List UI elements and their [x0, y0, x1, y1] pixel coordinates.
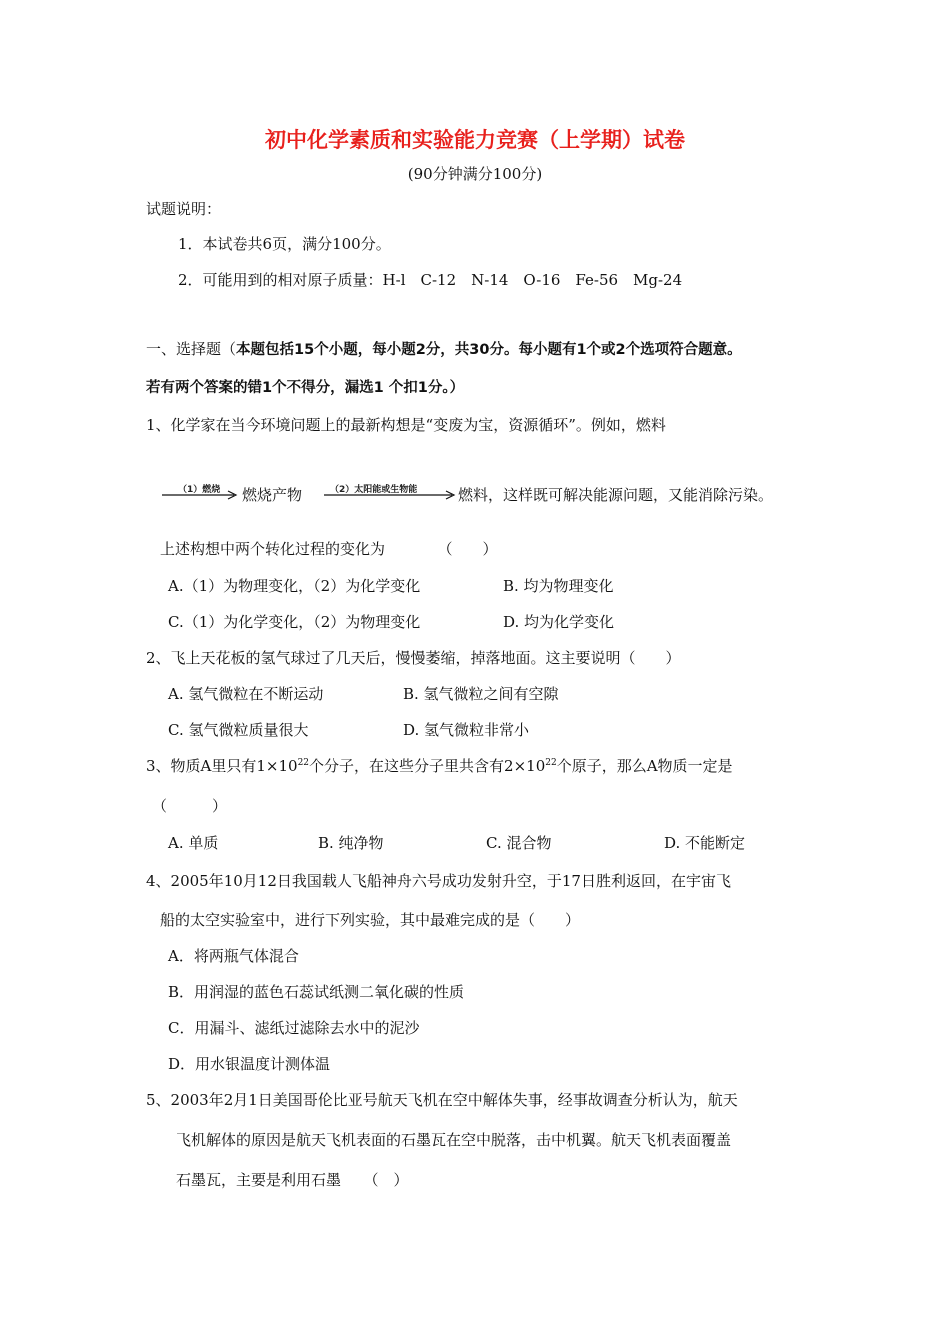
q3-option-a: A. 单质	[168, 834, 219, 852]
q1-arrow-2-label: （2）太阳能或生物能	[330, 485, 418, 495]
q1-arrow-1-label: （1）燃烧	[178, 485, 221, 495]
q4-option-b: B．用润湿的蓝色石蕊试纸测二氧化碳的性质	[168, 983, 465, 1001]
section-1-header	[146, 338, 742, 359]
q4-option-c: C．用漏斗、滤纸过滤除去水中的泥沙	[168, 1019, 420, 1037]
q2-option-a: A. 氢气微粒在不断运动	[168, 685, 324, 703]
q2-option-b: B. 氢气微粒之间有空隙	[403, 685, 559, 703]
q3-bracket: （ ）	[152, 797, 228, 815]
right-arrow-icon	[322, 478, 458, 508]
q5-stem-line2: 飞机解体的原因是航天飞机表面的石墨瓦在空中脱落，击中机翼。航天飞机表面覆盖	[176, 1131, 732, 1149]
q4-option-d: D．用水银温度计测体温	[168, 1055, 331, 1073]
page-title: 初中化学素质和实验能力竞赛（上学期）试卷	[265, 128, 685, 152]
q1-option-d: D. 均为化学变化	[503, 613, 615, 631]
q1-option-b: B. 均为物理变化	[503, 577, 614, 595]
q3-option-d: D. 不能断定	[664, 834, 746, 852]
q1-tail-text: 燃料，这样既可解决能源问题，又能消除污染。	[458, 486, 774, 504]
q1-option-a: A.（1）为物理变化，（2）为化学变化	[168, 577, 421, 595]
q3-exponent-2: 22	[545, 758, 557, 768]
section-1-prefix: 一、选择题（	[146, 340, 237, 358]
q1-stem: 1、化学家在当今环境问题上的最新构想是“变废为宝，资源循环”。例如，燃料	[146, 416, 666, 434]
q2-option-c: C. 氢气微粒质量很大	[168, 721, 309, 739]
q3-stem-c: 个原子，那么A物质一定是	[556, 757, 733, 775]
q1-arrow-2	[322, 478, 458, 508]
q3-option-b: B. 纯净物	[318, 834, 384, 852]
q4-option-a: A．将两瓶气体混合	[168, 947, 299, 965]
section-1-rule-line1: 本题包括15个小题，每小题2分，共30分。每小题有1个或2个选项符合题意。	[236, 342, 742, 358]
q3-stem	[146, 755, 733, 776]
q5-stem-line3: 石墨瓦，主要是利用石墨 （ ）	[176, 1171, 409, 1189]
q5-stem-line1: 5、2003年2月1日美国哥伦比亚号航天飞机在空中解体失事，经事故调查分析认为，航天	[146, 1091, 738, 1109]
q2-stem: 2、飞上天花板的氢气球过了几天后，慢慢萎缩，掉落地面。这主要说明（ ）	[146, 649, 681, 667]
note-item-2: 2．可能用到的相对原子质量：H-l C-12 N-14 O-16 Fe-56 Mg-24	[178, 271, 683, 289]
page-subtitle: (90分钟满分100分)	[407, 165, 543, 183]
q1-reaction-line	[160, 478, 840, 508]
note-item-1: 1．本试卷共6页，满分100分。	[178, 235, 391, 253]
q3-option-c: C. 混合物	[486, 834, 552, 852]
q1-stem-2: 上述构想中两个转化过程的变化为 （ ）	[160, 540, 498, 558]
q1-mid-text: 燃烧产物	[242, 486, 303, 504]
q3-stem-b: 个分子，在这些分子里共含有2×10	[309, 757, 546, 775]
right-arrow-icon	[160, 478, 240, 508]
q4-stem-line2: 船的太空实验室中，进行下列实验，其中最难完成的是（ ）	[160, 911, 581, 929]
notes-heading: 试题说明：	[146, 200, 222, 218]
section-1-rule-line2: 若有两个答案的错1个不得分，漏选1 个扣1分。）	[146, 380, 465, 396]
q3-exponent-1: 22	[297, 758, 310, 768]
q3-stem-a: 3、物质A里只有1×10	[146, 757, 298, 775]
q1-arrow-1	[160, 478, 240, 508]
q1-option-c: C.（1）为化学变化，（2）为物理变化	[168, 613, 421, 631]
q4-stem-line1: 4、2005年10月12日我国载人飞船神舟六号成功发射升空，于17日胜利返回，在宇宙飞	[146, 872, 731, 890]
q2-option-d: D. 氢气微粒非常小	[403, 721, 530, 739]
